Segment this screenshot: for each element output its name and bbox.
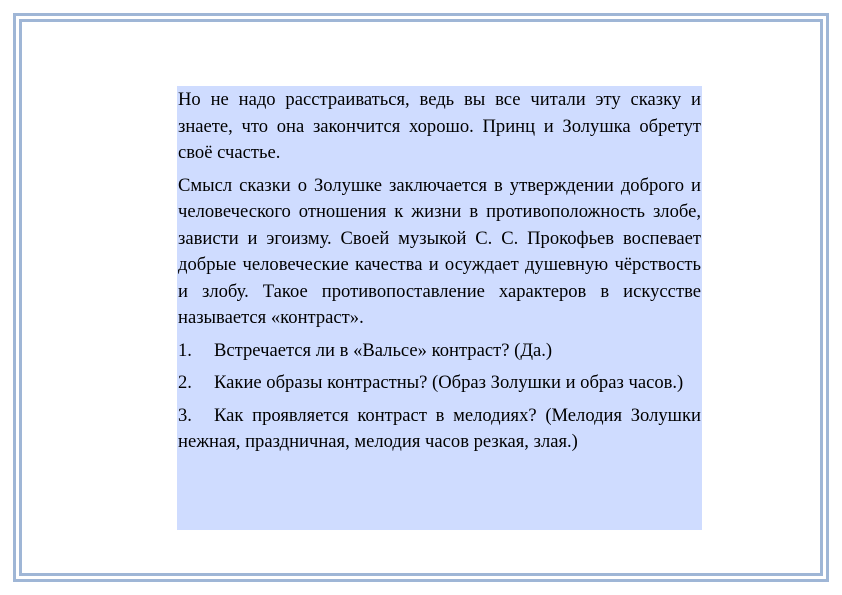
question-text: Встречается ли в «Вальсе» контраст? (Да.) [214,339,553,361]
question-text: Как проявляется контраст в мелодиях? (Мелодия Золушки нежная, праздничная, мелодия часов резкая, злая.) [178,404,701,452]
intro-paragraph: Но не надо расстраиваться, ведь вы все читали эту сказку и знаете, что она закончится хорошо. Принц и Золушка обретут своё счастье. [178,89,701,163]
question-item-3 [178,403,701,456]
question-number: 1. [178,339,192,361]
meaning-paragraph: Смысл сказки о Золушке заключается в утверждении доброго и человеческого отношения к жизни в противоположность злобе, зависти и эгоизму. Своей музыкой С. С. Прокофьев воспевает добрые человеческие качества и осуждает душевную чёрствость и злобу. Такое противопоставление характеров в искусстве называется «контраст». [178,174,701,328]
question-item-1 [178,338,701,365]
question-text: Какие образы контрастны? (Образ Золушки и образ часов.) [214,372,684,393]
question-number: 2. [178,372,192,393]
question-number: 3. [178,404,192,426]
text-block [177,86,702,530]
question-item-2 [178,370,701,397]
